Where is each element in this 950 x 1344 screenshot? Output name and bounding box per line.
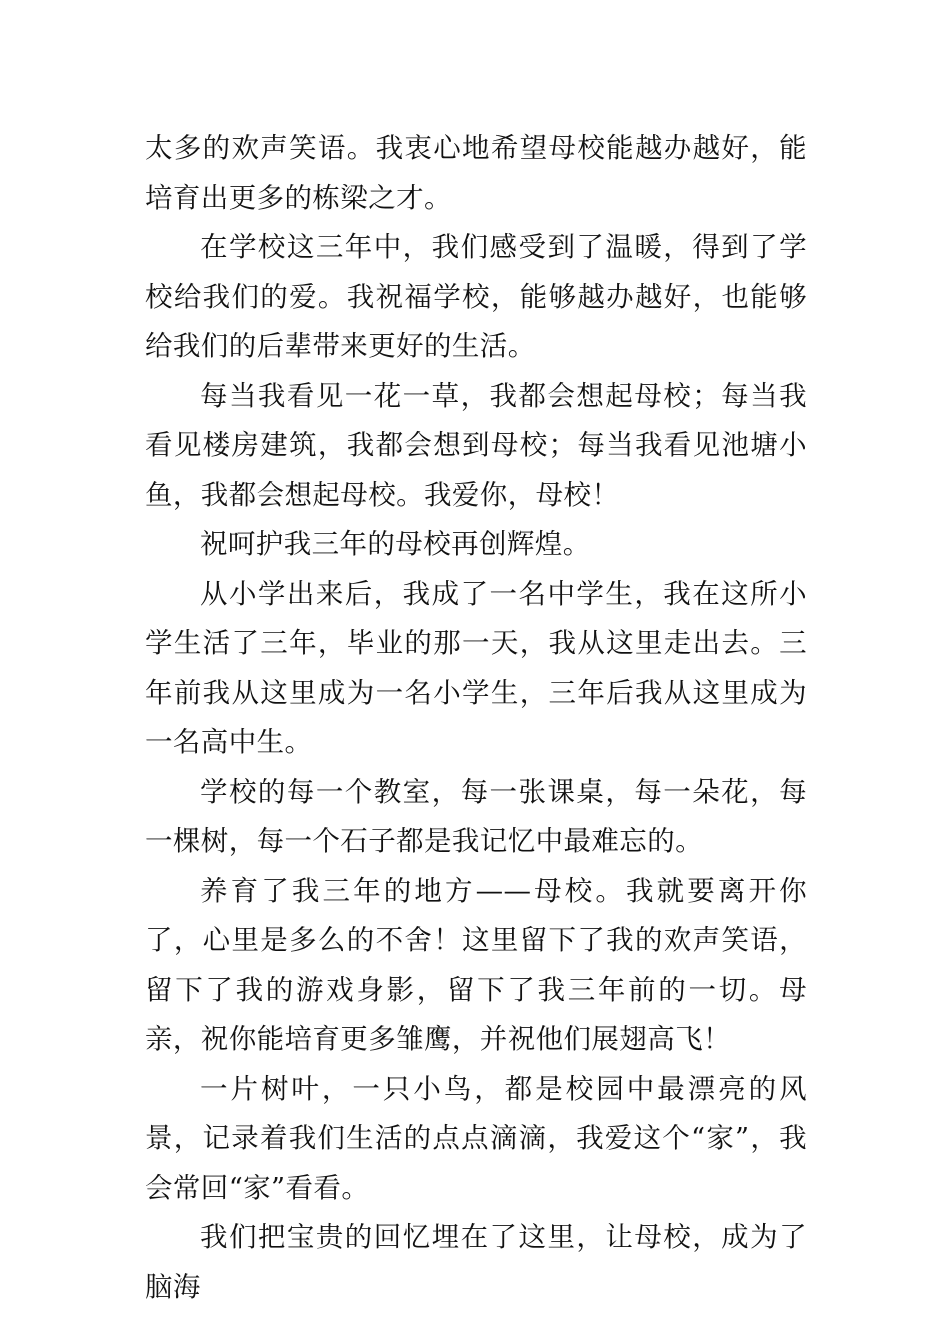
paragraph-1: 太多的欢声笑语。我衷心地希望母校能越办越好，能培育出更多的栋梁之才。 xyxy=(145,132,807,214)
paragraph-4: 祝呵护我三年的母校再创辉煌。 xyxy=(200,528,591,560)
paragraph-6: 学校的每一个教室，每一张课桌，每一朵花，每一棵树，每一个石子都是我记忆中最难忘的。 xyxy=(145,775,807,857)
paragraph-9: 我们把宝贵的回忆埋在了这里，让母校，成为了脑海 xyxy=(145,1221,807,1303)
paragraph-2: 在学校这三年中，我们感受到了温暖，得到了学校给我们的爱。我祝福学校，能够越办越好，也能够给我们的后辈带来更好的生活。 xyxy=(145,231,807,362)
paragraph-8: 一片树叶，一只小鸟，都是校园中最漂亮的风景，记录着我们生活的点点滴滴，我爱这个“家”，我会常回“家”看看。 xyxy=(145,1072,807,1204)
paragraph-7: 养育了我三年的地方——母校。我就要离开你了，心里是多么的不舍！这里留下了我的欢声笑语，留下了我的游戏身影，留下了我三年前的一切。母亲，祝你能培育更多雏鹰，并祝他们展翅高飞！ xyxy=(145,874,807,1055)
document-body xyxy=(145,124,807,1312)
paragraph-3: 每当我看见一花一草，我都会想起母校；每当我看见楼房建筑，我都会想到母校；每当我看见池塘小鱼，我都会想起母校。我爱你，母校！ xyxy=(145,379,807,511)
paragraph-5: 从小学出来后，我成了一名中学生，我在这所小学生活了三年，毕业的那一天，我从这里走出去。三年前我从这里成为一名小学生，三年后我从这里成为一名高中生。 xyxy=(145,577,807,758)
